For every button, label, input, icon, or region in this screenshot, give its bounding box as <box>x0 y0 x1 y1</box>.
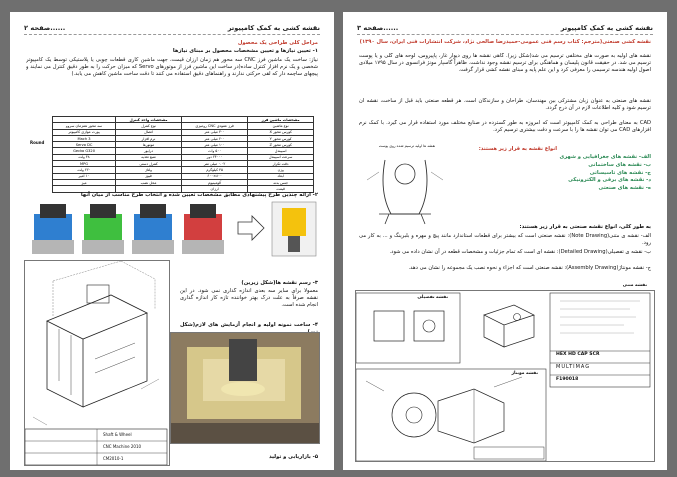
concept-design-3 <box>132 204 174 254</box>
concept-designs-figure <box>26 200 318 258</box>
drawing-examples-figure <box>355 290 655 462</box>
intro2-text: نقشه های صنعتی به عنوان زبان مشترکی بین مهندسان، طراحان و سازندگان است. هر قطعه صنعتی باید قبل از ساخت، نقشه آن ترسیم شود و کلیه اطلاعات لازم در آن درج گردد. <box>359 98 651 112</box>
title-block-line1: HEX HD CAP SCR <box>556 352 600 357</box>
step1-text: نیاز: ساخت یک ماشین فرز CNC سه محور هم زمان ارزان قیمت، جهت ماشین کاری قطعات چوبی یا پلاستیکی توسط یک کامپیوتر شخصی و یک نرم افزار کنترل ساده(در ساخت این ماشین فرز از موتورهای Servo که میزان حرکت را به طور دقیق کنترل می نمایند و پیچهای ساچمه دار که لقی حرکتی ندارند و راهنماهای دقیق استفاده می کنند تا دقت ساخت ماشین کاهش می یابد.) <box>26 57 318 78</box>
detailed-drawing-text: ب- نقشه ی تفصیلی(Detailed Drawing): نقشه ای است که تمام جزئیات و مشخصات قطعه در آن نشان داده می شود. <box>389 249 651 255</box>
header-page-number: ......صفحه ۳ <box>357 24 399 32</box>
ancient-drawing-figure <box>359 152 451 226</box>
intro-text: نقشه های اولیه به صورت های مختلفی ترسیم می شد(شکل زیر). گاهی نقشه ها روی دیوار غار، پاپیروس، لوحه های گلی و یا پوست ترسیم می شد. در حقیقت قانون پلیسان و هماهنگی برای ترسیم نقشه وجود نداشت. ظاهراً گاسپار مونژ فرانسوی در سال ۱۷۹۵ میلادی اصول اولیه هندسه ترسیمی را معرفی کرد و این علم پایه و مبنای نقشه کشی قرار گرفت. <box>359 53 651 74</box>
table-cell: وزن <box>248 167 314 173</box>
source-reference: نقشه کشی صنعتی(مترجم: کتاب رسم فنی عمومی-حمیدرضا صالحی نژاد، شرکت انتشارات فنی ایران، سال ۱۳۹۰) <box>359 39 651 45</box>
table-cell: فیوز <box>116 173 182 179</box>
table-cell: کورس محور Z <box>248 142 314 148</box>
page-header <box>24 22 320 35</box>
table-cell: Gecko G320 <box>53 148 116 154</box>
step3-heading: ۳- رسم نقشه ها(شکل زیرین) <box>241 280 318 286</box>
page-header <box>357 22 653 35</box>
table-cell: نوع کنترل <box>116 123 182 129</box>
table-cell: ۵۰۰ وات <box>181 148 247 154</box>
table-cell: ۴۵ کیلوگرم <box>181 167 247 173</box>
types-list-item: ب- نقشه های ساختمانی <box>588 161 651 168</box>
header-title: نقشه کشی به کمک کامپیوتر <box>227 24 320 32</box>
table-cell: ۱۰۰ میلی متر <box>181 142 247 148</box>
types2-heading: به طور کلی، انواع نقشه صنعتی به قرار زیر هستند: <box>519 224 651 230</box>
table-header-cell: مشخصات ماشین فرز <box>248 117 314 123</box>
table-cell: اسپیندل <box>248 148 314 154</box>
prototype-photo <box>170 332 320 444</box>
table-cell: ۰.۰۲ میلی متر <box>181 161 247 167</box>
table-cell: MPG <box>53 161 116 167</box>
types-list-item: الف- نقشه های جغرافیایی و شهری <box>559 154 651 160</box>
table-cell: دقت تکرار <box>248 161 314 167</box>
table-cell: ۴۸ ولت <box>53 154 116 160</box>
table-cell: فرز عمودی CNC رومیزی <box>181 123 247 129</box>
table-header-cell: مشخصات واحد کنترل <box>116 117 182 123</box>
step4-heading: ۴- ساخت نمونه اولیه و انجام آزمایش های لازم(شکل <box>180 322 318 328</box>
table-cell: نرم افزار <box>116 135 182 141</box>
spec-table <box>52 116 314 193</box>
types-list-item: ج- نقشه های تاسیساتی <box>589 169 651 176</box>
table-cell: درایور <box>116 148 182 154</box>
title-block-company: Shaft & Wheel <box>103 432 132 437</box>
table-cell: ولتاژ <box>116 167 182 173</box>
table-cell: ارزان <box>181 186 247 192</box>
table-cell: میز <box>53 179 116 185</box>
section-subtitle: مراحل کلی طراحی یک محصول <box>237 40 318 46</box>
ancient-drawing-caption: نقشه ها اولیه ترسیم شده روی پوست <box>378 144 436 148</box>
drawing-examples-svg <box>355 291 654 462</box>
cad-text: CAD به معنای طراحی به کمک کامپیوتر است که امروزه به طور گسترده در صنایع مختلف مورد استفاده قرار می گیرد. با کمک نرم افزارهای CAD می توان نقشه ها را با سرعت و دقت بیشتری ترسیم کرد. <box>359 120 651 134</box>
types-list-item: د- نقشه های برقی و الکترونیکی <box>568 177 651 184</box>
table-cell: سرعت اسپیندل <box>248 154 314 160</box>
right-page <box>343 12 667 470</box>
table-cell: جنس بدنه <box>248 179 314 185</box>
header-title: نقشه کشی به کمک کامپیوتر <box>560 24 653 32</box>
note-drawing-text: الف- نقشه ی متنی(Note Drawing): نقشه صنعتی است که بیشتر برای قطعات استاندارد مانند پیچ و مهره و بلبرینگ و ... به کار می رود. <box>359 233 652 247</box>
table-cell: ابعاد <box>248 173 314 179</box>
table-cell: ۸۰۰×۶۰۰ <box>181 173 247 179</box>
note-drawing-caption: نقشه متنی <box>622 283 647 288</box>
table-cell: پورت موازی کامپیوتر <box>53 129 116 135</box>
title-block-number: CM2010-1 <box>103 456 124 461</box>
table-cell: منبع تغذیه <box>116 154 182 160</box>
title-block-line3: F190018 <box>556 377 579 382</box>
table-cell: ۲۰۰ میلی متر <box>181 135 247 141</box>
prototype-photo-svg <box>170 333 319 444</box>
table-side-label: Round <box>30 140 45 145</box>
table-cell: قیمت <box>248 186 314 192</box>
concept-design-4 <box>182 204 224 254</box>
table-cell: Servo DC <box>53 142 116 148</box>
types-list-item: ه- نقشه های صنعتی <box>598 185 651 192</box>
step5-heading: ۵- بازاریابی و تولید <box>269 454 318 460</box>
arrow-icon <box>238 216 264 240</box>
table-cell: آلومینیوم <box>181 179 247 185</box>
step2-heading: ۲- ارائه چندین طرح پیشنهادی مطابق مشخصات تعیین شده و انتخاب طرح مناسب از میان آنها <box>80 192 318 198</box>
assembly-drawing-text: ج- نقشه مونتاژ(Assembly Drawing): نقشه صنعتی است که اجزاء و نحوه نصب یک مجموعه را نشان می دهد. <box>408 265 651 271</box>
selected-design <box>272 202 316 256</box>
table-cell: سه محور همزمان سروو <box>53 123 116 129</box>
table-cell: نوع ماشین <box>248 123 314 129</box>
step1-heading: ۱- تعیین نیازها و تعیین مشخصات محصول بر مبنای نیازها <box>172 48 318 54</box>
isometric-drawing <box>24 260 170 466</box>
table-cell: کورس محور X <box>248 129 314 135</box>
table-cell: محل نصب <box>116 179 182 185</box>
table-cell: کنترل دستی <box>116 161 182 167</box>
types-heading: انواع نقشه به قرار زیر هستند: <box>478 146 557 152</box>
table-cell: موتورها <box>116 142 182 148</box>
table-cell: ۲۲۰ ولت <box>53 167 116 173</box>
assembly-drawing-caption: نقشه مونتاژ <box>511 371 538 376</box>
step3-text: معمولاً برای سایر سه بعدی اندازه گذاری نمی شود. در این نقشه صرفاً به علت درک بهتر خواننده تازه کار اندازه گذاری انجام شده است. <box>180 288 318 309</box>
concept-design-1 <box>32 204 74 254</box>
table-cell: Mach 3 <box>53 135 116 141</box>
table-cell: اتصال <box>116 129 182 135</box>
title-block-name: CNC Machine 2010 <box>103 444 142 449</box>
detail-drawing-caption: نقشه تفصیلی <box>417 295 448 300</box>
isometric-drawing-svg <box>24 261 169 466</box>
header-page-number: ......صفحه ۲ <box>24 24 66 32</box>
concept-design-2 <box>82 204 124 254</box>
left-page <box>10 12 334 470</box>
table-cell: کورس محور Y <box>248 135 314 141</box>
table-cell: ۳۰۰ میلی متر <box>181 129 247 135</box>
types-list <box>453 154 651 193</box>
title-block-line2: MULTIMAG <box>556 364 591 370</box>
table-cell: ۲۴۰۰۰ دور <box>181 154 247 160</box>
table-cell: ۱۰ آمپر <box>53 173 116 179</box>
